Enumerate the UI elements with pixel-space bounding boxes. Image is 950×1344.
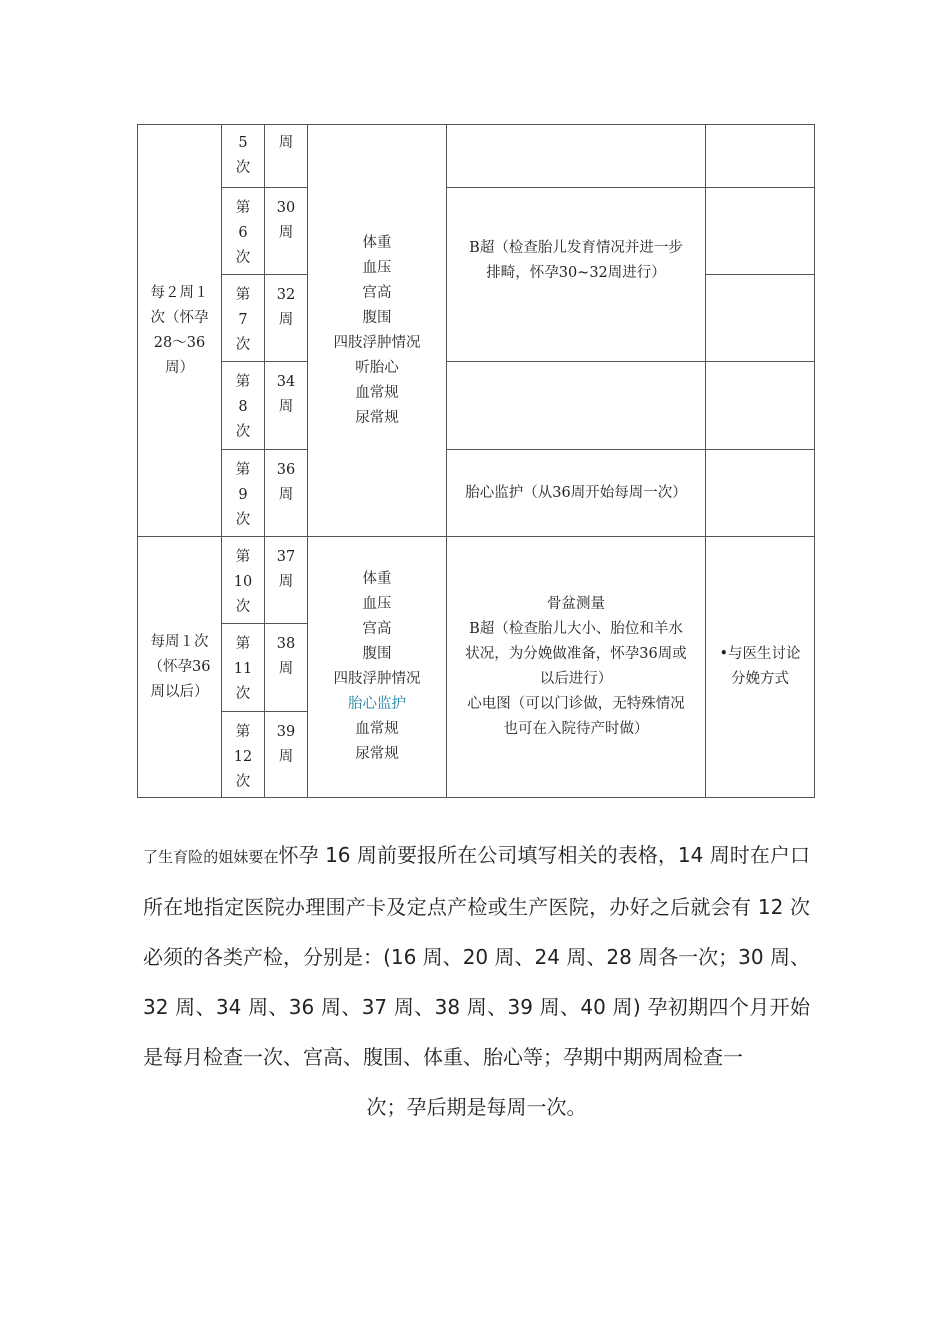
visit-cell: 5 次 (222, 125, 265, 188)
week-cell: 32 周 (265, 275, 308, 362)
week-cell: 周 (265, 125, 308, 188)
remark-empty (706, 450, 815, 537)
special-checks-late: 骨盆测量 B超（检查胎儿大小、胎位和羊水 状况，为分娩做准备，怀孕36周或 以后进行） 心电图（可以门诊做，无特殊情况 也可在入院待产时做） (447, 537, 706, 798)
remark-empty (706, 188, 815, 275)
remark-delivery: •与医生讨论 分娩方式 (706, 537, 815, 798)
special-check-empty (447, 362, 706, 450)
remark-empty (706, 362, 815, 450)
prenatal-schedule-table (137, 124, 815, 798)
week-cell: 30 周 (265, 188, 308, 275)
visit-cell: 第 12 次 (222, 712, 265, 798)
remark-empty (706, 275, 815, 362)
week-cell: 34 周 (265, 362, 308, 450)
week-cell: 38 周 (265, 624, 308, 712)
visit-cell: 第 11 次 (222, 624, 265, 712)
visit-cell: 第 10 次 (222, 537, 265, 624)
paragraph-body: 怀孕 16 周前要报所在公司填写相关的表格，14 周时在户口所在地指定医院办理围产卡及定点产检或生产医院，办好之后就会有 12 次必须的各类产检，分别是：(16 周、20 周、24 周、28 周各一次；30 周、32 周、34 周、36 周、37 周、38 周、39 周、40 周) 孕初期四个月开始是每月检查一次、宫高、腹围、体重、胎心等；孕期中期两周检查一 (143, 843, 810, 1069)
routine-checks-cell: 体重 血压 宫高 腹围 四肢浮肿情况 听胎心 血常规 尿常规 (308, 125, 447, 537)
group-label-weekly: 每周１次（怀孕36周以后） (138, 537, 222, 798)
week-cell: 37 周 (265, 537, 308, 624)
routine-checks-cell: 体重 血压 宫高 腹围 四肢浮肿情况 胎心监护 血常规 尿常规 (308, 537, 447, 798)
visit-cell: 第 6 次 (222, 188, 265, 275)
week-cell: 39 周 (265, 712, 308, 798)
visit-cell: 第 8 次 (222, 362, 265, 450)
special-check-fetal-monitor: 胎心监护（从36周开始每周一次） (447, 450, 706, 537)
group-label-biweekly: 每２周１次（怀孕28～36周） (138, 125, 222, 537)
special-check-empty (447, 125, 706, 188)
special-check-bultrasound: B超（检查胎儿发育情况并进一步 排畸，怀孕30~32周进行） (447, 188, 706, 362)
week-cell: 36 周 (265, 450, 308, 537)
remark-empty (706, 125, 815, 188)
visit-cell: 第 9 次 (222, 450, 265, 537)
highlight-fetal-monitor: 胎心监护 (348, 696, 406, 712)
paragraph-lead: 了生育险的姐妹要在 (143, 848, 279, 866)
visit-cell: 第 7 次 (222, 275, 265, 362)
body-paragraph (143, 830, 810, 1132)
paragraph-last-line: 次；孕后期是每周一次。 (366, 1095, 587, 1119)
